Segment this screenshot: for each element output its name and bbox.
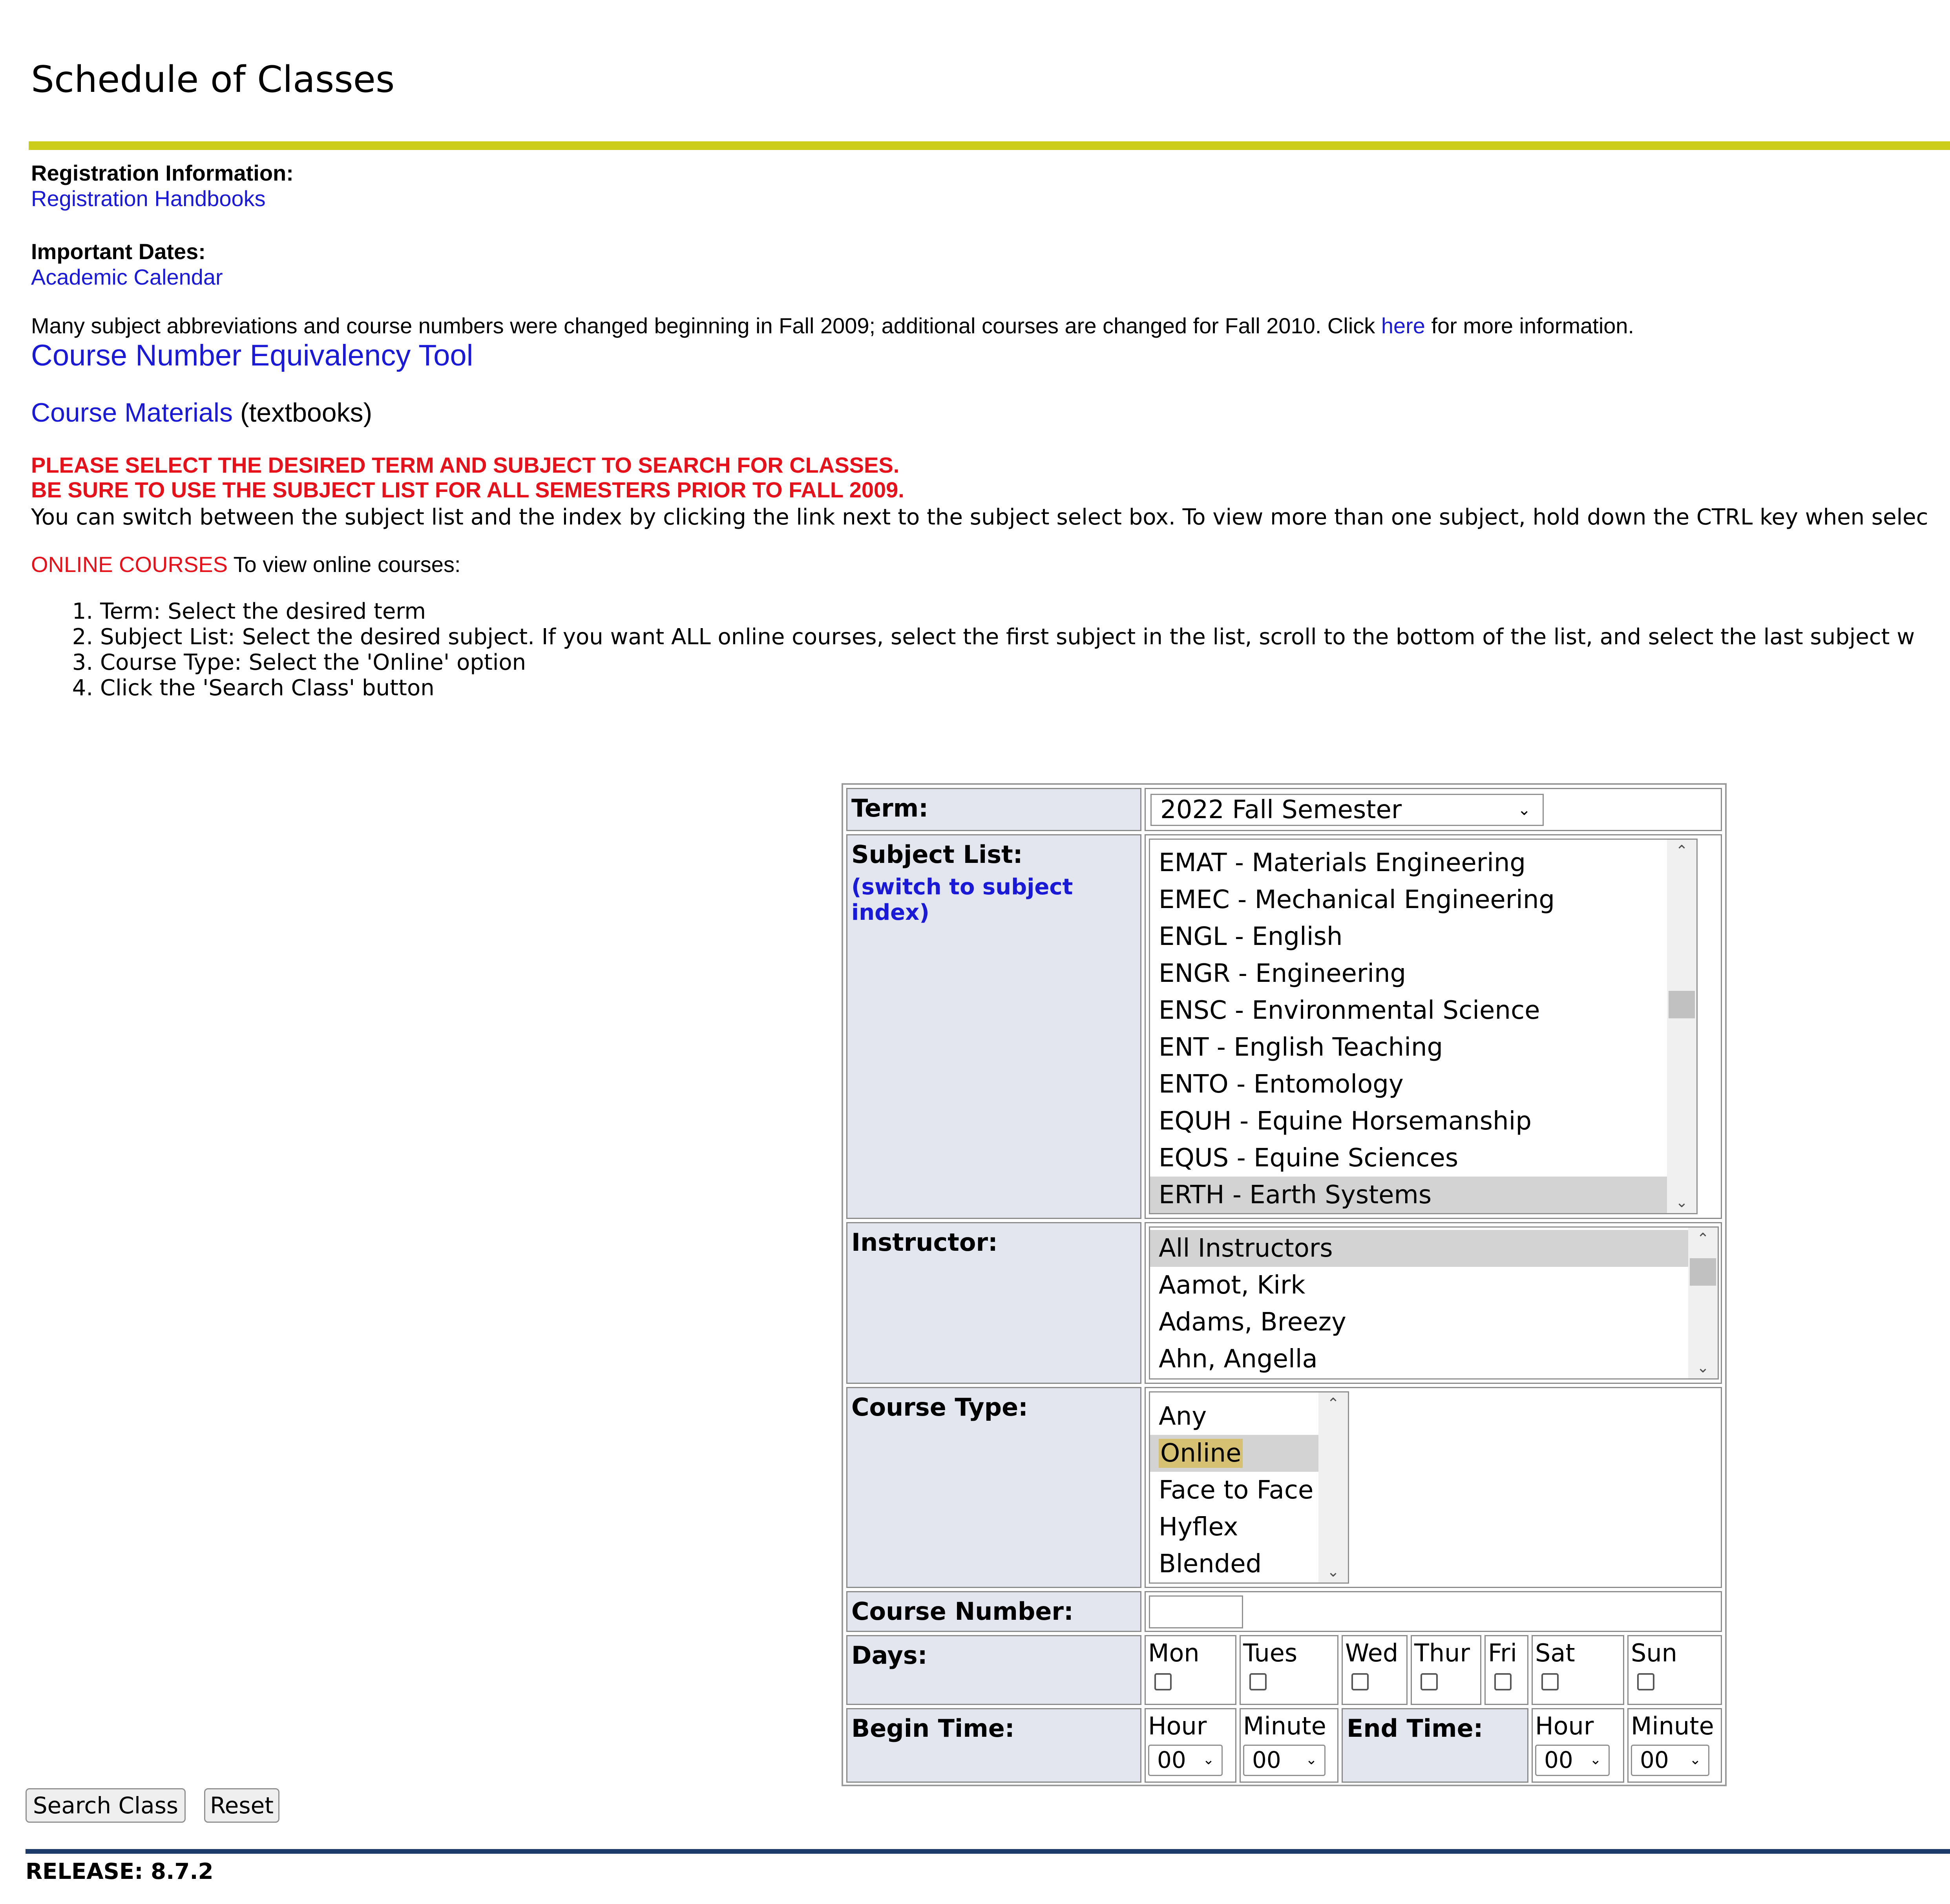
course-number-input[interactable] — [1149, 1595, 1243, 1628]
course-type-option[interactable]: Face to Face — [1159, 1476, 1314, 1505]
day-sun-label: Sun — [1631, 1639, 1677, 1667]
day-sat-cell — [1532, 1635, 1624, 1705]
begin-minute-cell — [1240, 1708, 1338, 1783]
switch-to-subject-index-link[interactable]: (switch to subject index) — [851, 874, 1073, 925]
instructor-scrollbar[interactable] — [1688, 1228, 1718, 1378]
subject-scrollbar[interactable] — [1667, 840, 1696, 1213]
course-number-label: Course Number: — [846, 1591, 1141, 1632]
course-type-scrollbar[interactable] — [1318, 1392, 1348, 1582]
day-thur-cell — [1411, 1635, 1481, 1705]
course-number-equivalency-link[interactable]: Course Number Equivalency Tool — [31, 339, 473, 372]
online-courses-label: ONLINE COURSES — [31, 552, 228, 577]
day-thur-label: Thur — [1414, 1639, 1470, 1667]
day-sun-checkbox[interactable] — [1637, 1673, 1654, 1690]
subject-option[interactable]: ENGL - English — [1159, 922, 1343, 951]
chevron-down-icon: ⌄ — [1517, 801, 1531, 819]
course-type-listbox[interactable] — [1149, 1391, 1349, 1584]
scroll-down-icon[interactable]: ⌄ — [1696, 1359, 1709, 1376]
scroll-up-icon[interactable]: ⌃ — [1675, 842, 1688, 859]
end-minute-value: 00 — [1640, 1747, 1669, 1773]
day-fri-label: Fri — [1488, 1639, 1517, 1667]
day-tues-label: Tues — [1243, 1639, 1298, 1667]
instructor-option[interactable]: Ahn, Angella — [1159, 1345, 1318, 1374]
end-time-label: End Time: — [1342, 1708, 1528, 1783]
scroll-down-icon[interactable]: ⌄ — [1675, 1193, 1688, 1211]
course-materials-link[interactable]: Course Materials — [31, 398, 233, 428]
online-courses-text: To view online courses: — [233, 552, 461, 577]
term-select[interactable] — [1150, 794, 1544, 826]
begin-time-label: Begin Time: — [846, 1708, 1141, 1783]
day-wed-label: Wed — [1345, 1639, 1399, 1667]
instructor-label: Instructor: — [846, 1222, 1141, 1384]
begin-minute-value: 00 — [1252, 1747, 1281, 1773]
day-sat-checkbox[interactable] — [1541, 1673, 1559, 1690]
page-title: Schedule of Classes — [31, 58, 395, 100]
day-fri-cell — [1484, 1635, 1528, 1705]
end-hour-select[interactable] — [1535, 1745, 1610, 1776]
subject-option-selected[interactable]: ERTH - Earth Systems — [1150, 1177, 1696, 1213]
days-label: Days: — [846, 1635, 1141, 1705]
warning-line-1: PLEASE SELECT THE DESIRED TERM AND SUBJECT TO SEARCH FOR CLASSES. — [31, 453, 900, 477]
release-version: RELEASE: 8.7.2 — [26, 1859, 214, 1884]
day-tues-cell — [1240, 1635, 1338, 1705]
important-dates-label: Important Dates: — [31, 239, 206, 264]
chevron-down-icon: ⌄ — [1689, 1752, 1701, 1768]
subject-list-label: Subject List: — [851, 840, 1023, 869]
day-mon-label: Mon — [1148, 1639, 1200, 1667]
online-courses-intro — [31, 552, 461, 577]
end-minute-label: Minute — [1631, 1712, 1714, 1740]
scrollbar-thumb[interactable] — [1669, 991, 1695, 1018]
course-type-option[interactable]: Hyflex — [1159, 1513, 1238, 1542]
course-type-label: Course Type: — [846, 1387, 1141, 1588]
begin-minute-label: Minute — [1243, 1712, 1326, 1740]
day-sun-cell — [1627, 1635, 1722, 1705]
scroll-down-icon[interactable]: ⌄ — [1327, 1563, 1340, 1580]
notice-text-before: Many subject abbreviations and course numbers were changed beginning in Fall 2009; additional courses are changed for Fall 2010. Click — [31, 313, 1375, 338]
instructor-field — [1145, 1222, 1722, 1384]
day-fri-checkbox[interactable] — [1494, 1673, 1512, 1690]
course-type-field — [1145, 1387, 1722, 1588]
instructor-option[interactable]: Aamot, Kirk — [1159, 1271, 1305, 1300]
chevron-down-icon: ⌄ — [1589, 1752, 1601, 1768]
registration-handbooks-link[interactable]: Registration Handbooks — [31, 186, 266, 211]
begin-hour-cell — [1145, 1708, 1236, 1783]
step-item: 4. Click the 'Search Class' button — [100, 675, 1915, 701]
subject-option[interactable]: EQUH - Equine Horsemanship — [1159, 1107, 1532, 1136]
header-divider — [29, 141, 1950, 150]
term-label: Term: — [846, 788, 1141, 831]
textbooks-note: (textbooks) — [240, 398, 372, 428]
instructor-listbox[interactable] — [1149, 1226, 1719, 1380]
course-change-notice — [31, 313, 1634, 338]
day-mon-checkbox[interactable] — [1154, 1673, 1172, 1690]
academic-calendar-link[interactable]: Academic Calendar — [31, 265, 223, 289]
day-sat-label: Sat — [1535, 1639, 1575, 1667]
subject-option[interactable]: EMAT - Materials Engineering — [1159, 848, 1526, 877]
subject-option[interactable]: ENTO - Entomology — [1159, 1070, 1404, 1099]
subject-option[interactable]: ENT - English Teaching — [1159, 1033, 1443, 1062]
warning-line-2: BE SURE TO USE THE SUBJECT LIST FOR ALL SEMESTERS PRIOR TO FALL 2009. — [31, 477, 904, 502]
term-field — [1145, 788, 1722, 831]
subject-option[interactable]: ENGR - Engineering — [1159, 959, 1406, 988]
end-hour-label: Hour — [1535, 1712, 1594, 1740]
scroll-up-icon[interactable]: ⌃ — [1327, 1395, 1340, 1412]
search-form-table — [842, 783, 1727, 1786]
end-minute-cell — [1627, 1708, 1722, 1783]
end-hour-cell — [1532, 1708, 1624, 1783]
course-type-option[interactable]: Blended — [1159, 1550, 1262, 1579]
day-mon-cell — [1145, 1635, 1236, 1705]
subject-option[interactable]: EMEC - Mechanical Engineering — [1159, 885, 1555, 914]
term-selected-value: 2022 Fall Semester — [1160, 795, 1402, 824]
subject-list-field — [1145, 834, 1722, 1219]
here-link[interactable]: here — [1381, 313, 1425, 338]
subject-list-label-cell — [846, 834, 1141, 1219]
footer-divider — [26, 1849, 1950, 1854]
day-thur-checkbox[interactable] — [1421, 1673, 1438, 1690]
chevron-down-icon: ⌄ — [1305, 1752, 1317, 1768]
step-item: 1. Term: Select the desired term — [100, 599, 1915, 624]
course-type-online-text: Online — [1159, 1439, 1243, 1468]
begin-hour-select[interactable] — [1148, 1745, 1223, 1776]
course-type-option[interactable]: Any — [1159, 1402, 1207, 1431]
step-item: 2. Subject List: Select the desired subject. If you want ALL online courses, select the first subject in the list, scroll to the bottom of the list, and select the last subject w — [100, 624, 1915, 650]
begin-hour-label: Hour — [1148, 1712, 1207, 1740]
registration-label: Registration Information: — [31, 161, 294, 185]
day-tues-checkbox[interactable] — [1249, 1673, 1267, 1690]
instructor-option[interactable]: Adams, Breezy — [1159, 1308, 1346, 1337]
step-item: 3. Course Type: Select the 'Online' option — [100, 650, 1915, 675]
day-wed-cell — [1342, 1635, 1408, 1705]
subject-listbox[interactable] — [1149, 839, 1698, 1214]
begin-hour-value: 00 — [1157, 1747, 1186, 1773]
notice-text-after: for more information. — [1431, 313, 1634, 338]
online-steps-list — [71, 599, 1915, 701]
subject-option[interactable]: EQUS - Equine Sciences — [1159, 1144, 1459, 1173]
course-materials-line — [31, 397, 372, 428]
begin-minute-select[interactable] — [1243, 1745, 1326, 1776]
chevron-down-icon: ⌄ — [1202, 1752, 1214, 1768]
reset-button[interactable]: Reset — [204, 1788, 279, 1823]
search-class-button[interactable]: Search Class — [26, 1788, 186, 1823]
end-minute-select[interactable] — [1631, 1745, 1709, 1776]
switch-info-text: You can switch between the subject list and the index by clicking the link next to the subject select box. To view more than one subject, hold down the CTRL key when selec — [31, 504, 1928, 530]
scrollbar-thumb[interactable] — [1690, 1258, 1716, 1286]
scroll-up-icon[interactable]: ⌃ — [1696, 1230, 1709, 1247]
end-hour-value: 00 — [1544, 1747, 1573, 1773]
subject-option[interactable]: ENSC - Environmental Science — [1159, 996, 1540, 1025]
course-number-field — [1145, 1591, 1722, 1632]
instructor-option-selected[interactable]: All Instructors — [1150, 1230, 1718, 1267]
day-wed-checkbox[interactable] — [1351, 1673, 1369, 1690]
